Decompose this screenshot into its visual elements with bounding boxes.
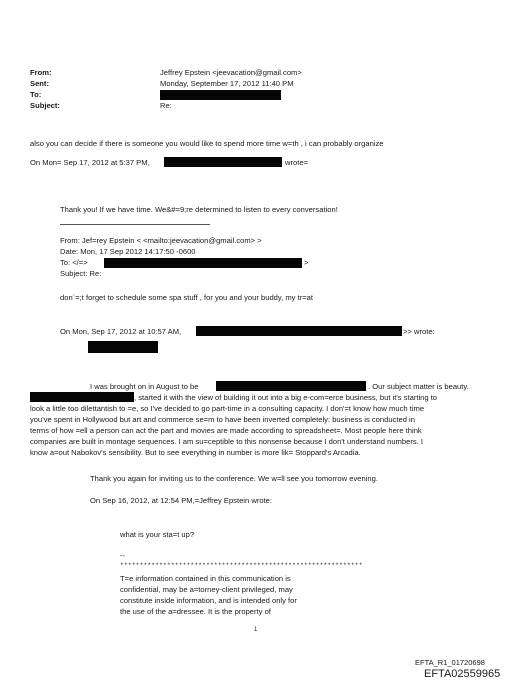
sent-label: Sent:	[30, 79, 49, 88]
quoted-to-suffix: >	[304, 258, 309, 267]
para-line-7: know a=out Nabokov's sensibility. But to see everything in number is more lik= Stoppard's Arcadia.	[30, 448, 361, 457]
redaction-to	[160, 90, 281, 100]
redaction-greeting	[88, 341, 158, 353]
para-line-1-end: . Our subject matter is beauty.	[368, 382, 469, 391]
stars-line: **************************************************************	[120, 562, 363, 569]
para-line-3: look a little too dilettantish to =e, so I've decided to go part-time in a consulting capacity. I don'=t know how much time	[30, 404, 425, 413]
para-line-6: companies are built in montage sequences. I am su=ceptible to this nonsense because I don't understand numbers. I	[30, 437, 423, 446]
on-mon-suffix: wrote=	[285, 158, 309, 167]
to-label: To:	[30, 90, 42, 99]
on-sep16: On Sep 16, 2012, at 12:54 PM,=Jeffrey Epstein wrote:	[90, 496, 273, 505]
subject-value: Re:	[160, 101, 172, 110]
redaction-to-2	[104, 258, 302, 268]
on-mon-prefix: On Mon= Sep 17, 2012 at 5:37 PM,	[30, 158, 150, 167]
on-mon2-prefix: On Mon, Sep 17, 2012 at 10:57 AM,	[60, 327, 182, 336]
quoted-from: From: Jef=rey Epstein < <mailto:jeevacation@gmail.com> >	[60, 236, 262, 245]
quoted-to-prefix: To: </=>	[60, 258, 88, 267]
sent-value: Monday, September 17, 2012 11:40 PM	[160, 79, 294, 88]
spa-line: don´=;t forget to schedule some spa stuff , for you and your buddy, my tr=at	[60, 293, 313, 302]
redaction-role	[216, 381, 366, 391]
signature-dash: --	[120, 551, 126, 560]
para-line-2: , started it with the view of building it out into a big e-com=erce business, but it's starting to	[134, 393, 438, 402]
notice-line-3: constitute inside information, and is intended only for	[120, 596, 297, 605]
redaction-sender-2	[196, 326, 402, 336]
from-label: From:	[30, 68, 52, 77]
bates-large: EFTA02559965	[424, 668, 501, 680]
subject-label: Subject:	[30, 101, 60, 110]
body-line-1: also you can decide if there is someone you would like to spend more time w=th , i can probably organize	[30, 139, 384, 148]
para-line-5: terms of how =ell a person can act the part and movies are made according to spreadsheet=. Most people here think	[30, 426, 422, 435]
divider-line	[60, 224, 210, 225]
bates-small: EFTA_R1_01720698	[415, 658, 485, 667]
thanks-2: Thank you again for inviting us to the conference. We w=ll see you tomorrow evening.	[90, 474, 378, 483]
notice-line-1: T=e information contained in this communication is	[120, 574, 291, 583]
startup-question: what is your sta=t up?	[120, 530, 195, 539]
para-line-4: you've spent in Hollywood but art and commerce se=m to have been inverted completely: business is conducted in	[30, 415, 415, 424]
redaction-sender-1	[164, 157, 282, 167]
on-mon2-suffix: >> wrote:	[403, 327, 435, 336]
para-line-1-start: I was brought on in August to be	[90, 382, 199, 391]
thanks-line: Thank you! If we have time. We&#=9;re determined to listen to every conversation!	[60, 205, 338, 214]
page-number: 1	[254, 627, 258, 633]
notice-line-4: the use of the a=dressee. It is the property of	[120, 607, 271, 616]
notice-line-2: confidential, may be a=torney-client privileged, may	[120, 585, 293, 594]
redaction-company	[30, 392, 134, 402]
from-value: Jeffrey Epstein <jeevacation@gmail.com>	[160, 68, 302, 77]
quoted-date: Date: Mon, 17 Sep 2012 14:17:50 -0600	[60, 247, 196, 256]
quoted-subject: Subject: Re:	[60, 269, 102, 278]
